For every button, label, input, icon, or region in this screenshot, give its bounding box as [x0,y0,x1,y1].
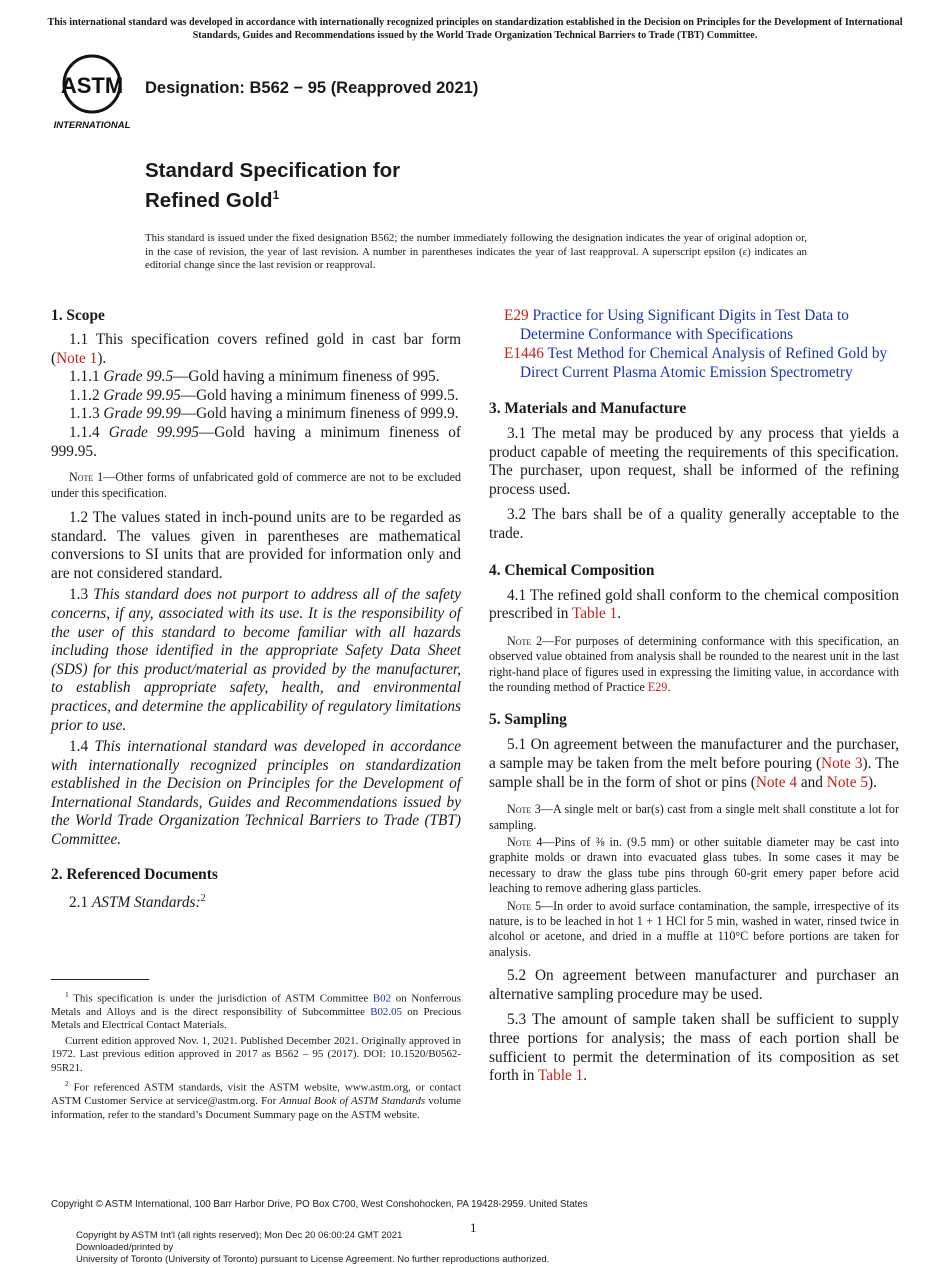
link-b02[interactable]: B02 [372,992,392,1005]
footnote-ref-2[interactable]: 2 [200,892,206,904]
page-number: 1 [470,1220,477,1235]
para-1-3: 1.3 This standard does not purport to address all of the safety concerns, if any, associated with its use. It is the responsibility of the user of this standard to become familiar with all hazards including those identified in the appropriate Safety Data Sheet (SDS) for this product/material as provided by the manufacturer, to establish appropriate safety, health, and environmental practices, and determine the applicability of regulatory limitations prior to use. [51,586,461,734]
designation: Designation: B562 − 95 (Reapproved 2021) [145,79,479,97]
link-note-1[interactable]: Note 1 [56,349,98,367]
header-note: This international standard was developed in accordance with internationally recognized principles on standardization established in the Decision on Principles for the Development of International Standards, Guides and Recommendations issued by the World Trade Organization Technical Barriers to Trade (TBT) Committee. [47,17,903,41]
right-column [489,306,899,1086]
link-note-3[interactable]: Note 3 [821,754,863,772]
link-table-1-b[interactable]: Table 1 [538,1067,584,1085]
note-4: Note 4—Pins of ⅜ in. (9.5 mm) or other suitable diameter may be cast into graphite molds or drawn into evacuated glass tubes. In some cases it may be necessary to draw the glass tube pins through 60-grit emery paper before acid leaching to remove adhering glass particles. [489,834,899,896]
para-1-1-1: 1.1.1 Grade 99.5—Gold having a minimum fineness of 995. [69,368,440,386]
ref-e29 [489,306,899,344]
intro-paragraph: This standard is issued under the fixed designation B562; the number immediately following the designation indicates the year of original adoption or, in the case of revision, the year of last revision. A number in parentheses indicates the year of last reapproval. A superscript epsilon (ε) indicates an editorial change since the last revision or reapproval. [145,232,807,271]
link-note-4[interactable]: Note 4 [755,773,798,791]
footnote-1-edition: Current edition approved Nov. 1, 2021. Published December 2021. Originally approved in 1972. Last previous edition approved in 2017 as B562 – 95 (2017). DOI: 10.1520/B0562-95R21. [51,1034,461,1074]
para-3-1: 3.1 The metal may be produced by any process that yields a product capable of meeting the requirements of this specification. The purchaser, upon request, shall be informed of the refining process used. [489,425,899,498]
title-line-2: Refined Gold [145,188,273,212]
page-title [145,158,400,213]
link-e29-note[interactable]: E29 [647,679,668,694]
note-1: Note 1—Other forms of unfabricated gold of commerce are not to be excluded under this specification. [51,470,461,500]
para-1-1: 1.1 This specification covers refined gold in cast bar form (Note 1). [51,331,461,367]
section-heading-sampling: 5. Sampling [489,711,567,729]
section-heading-referenced-documents: 2. Referenced Documents [51,865,218,883]
note-2: Note 2—For purposes of determining conformance with this specification, an observed value obtained from analysis shall be rounded to the nearest unit in the last right-hand place of figures used in expressing the limiting value, in accordance with the rounding method of Practice E29. [489,633,899,694]
copyright-line: Copyright © ASTM International, 100 Barr Harbor Drive, PO Box C700, West Conshohocken, PA 19428-2959. United States [51,1199,588,1210]
footnote-2: $^2$ For referenced ASTM standards, visit the ASTM website, www.astm.org, or contact ASTM Customer Service at service@astm.org. For Annual Book of ASTM Standards volume information, refer to the standard’s Document Summary page on the ASTM website. [51,1079,461,1121]
logo-mark-text: ASTM [60,73,124,98]
link-table-1[interactable]: Table 1 [571,605,618,623]
para-1-1-4: 1.1.4 Grade 99.995—Gold having a minimum fineness of 999.95. [51,423,461,460]
section-heading-materials: 3. Materials and Manufacture [489,400,687,417]
title-line-1: Standard Specification for [145,159,401,182]
section-heading-scope: 1. Scope [51,307,105,324]
logo-org-text: INTERNATIONAL [53,120,131,131]
note-5: Note 5—In order to avoid surface contamination, the sample, irrespective of its nature, is to be leached in hot 1 + 1 HCl for 5 min, washed in water, rinsed twice in alcohol or acetone, and dried in a muffle at 110°C before portions are taken for analysis. [489,898,899,959]
para-3-2: 3.2 The bars shall be of a quality generally acceptable to the trade. [489,506,899,542]
para-1-1-3: 1.1.3 Grade 99.99—Gold having a minimum fineness of 999.9. [69,405,459,423]
para-1-2: 1.2 The values stated in inch-pound units are to be regarded as standard. The values given in parentheses are mathematical conversions to SI units that are provided for information only and are not considered standard. [51,508,461,582]
para-5-3: 5.3 The amount of sample taken shall be sufficient to supply three portions for analysis; the mass of each portion shall be sufficient to permit the determination of its composition as set forth in Table 1. [489,1011,899,1085]
license-line: University of Toronto (University of Toronto) pursuant to License Agreement. No further reproductions authorized. [76,1253,550,1265]
link-e1446[interactable]: E1446 [504,345,544,362]
link-e29[interactable]: E29 [504,307,529,324]
note-3: Note 3—A single melt or bar(s) cast from a single melt shall constitute a lot for sampling. [489,802,899,832]
para-5-2: 5.2 On agreement between manufacturer and purchaser an alternative sampling procedure may be used. [489,967,899,1003]
para-1-1-2: 1.1.2 Grade 99.95—Gold having a minimum fineness of 999.5. [69,386,459,404]
left-column [51,306,461,912]
link-e29-title[interactable]: Practice for Using Significant Digits in Test Data to Determine Conformance with Specifications [520,307,849,343]
link-note-5[interactable]: Note 5 [826,773,868,791]
para-5-1: 5.1 On agreement between the manufacturer and the purchaser, a sample may be taken from the melt before pouring (Note 3). The sample shall be in the form of shot or pins (Note 4 and Note 5). [489,736,899,791]
astm-logo-icon [50,54,138,134]
footnote-1: $^1$ This specification is under the jurisdiction of ASTM Committee B02 on Nonferrous Metals and Alloys and is the direct responsibility of Subcommittee B02.05 on Precious Metals and Electrical Contact Materials. Current edition approved Nov. 1, 2021. Published December 2021. Originally approved in 1972. Last previous edition approved in 2017 as B562 – 95 (2017). DOI: 10.1520/B0562-95R21. $^2$ For referenced ASTM standards, visit the ASTM website, www.astm.org, or contact ASTM Customer Service at service@astm.org. For Annual Book of ASTM Standards volume information, refer to the standard’s Document Summary page on the ASTM website. [51,990,462,1121]
license-line: Copyright by ASTM Int'l (all rights reserved); Mon Dec 20 06:00:24 GMT 2021 [76,1230,403,1241]
link-b02-05[interactable]: B02.05 [370,1006,402,1019]
link-e1446-title[interactable]: Test Method for Chemical Analysis of Refined Gold by Direct Current Plasma Atomic Emission Spectrometry [520,345,888,381]
license-line: Downloaded/printed by [76,1241,174,1253]
section-heading-chemical-composition: 4. Chemical Composition [489,561,655,579]
para-1-4: 1.4 This international standard was developed in accordance with internationally recognized principles on standardization established in the Decision on Principles for the Development of International Standards, Guides and Recommendations issued by the World Trade Organization Technical Barriers to Trade (TBT) Committee. [51,738,461,849]
footnote-rule [51,979,149,980]
para-2-1: 2.1 ASTM Standards:$^2$ [69,892,206,911]
license-notice [76,1230,549,1265]
title-footnote-ref[interactable]: 1 [272,188,280,202]
ref-e1446 [489,344,899,382]
astm-logo [50,54,138,134]
para-4-1: 4.1 The refined gold shall conform to the chemical composition prescribed in Table 1. [489,586,899,623]
